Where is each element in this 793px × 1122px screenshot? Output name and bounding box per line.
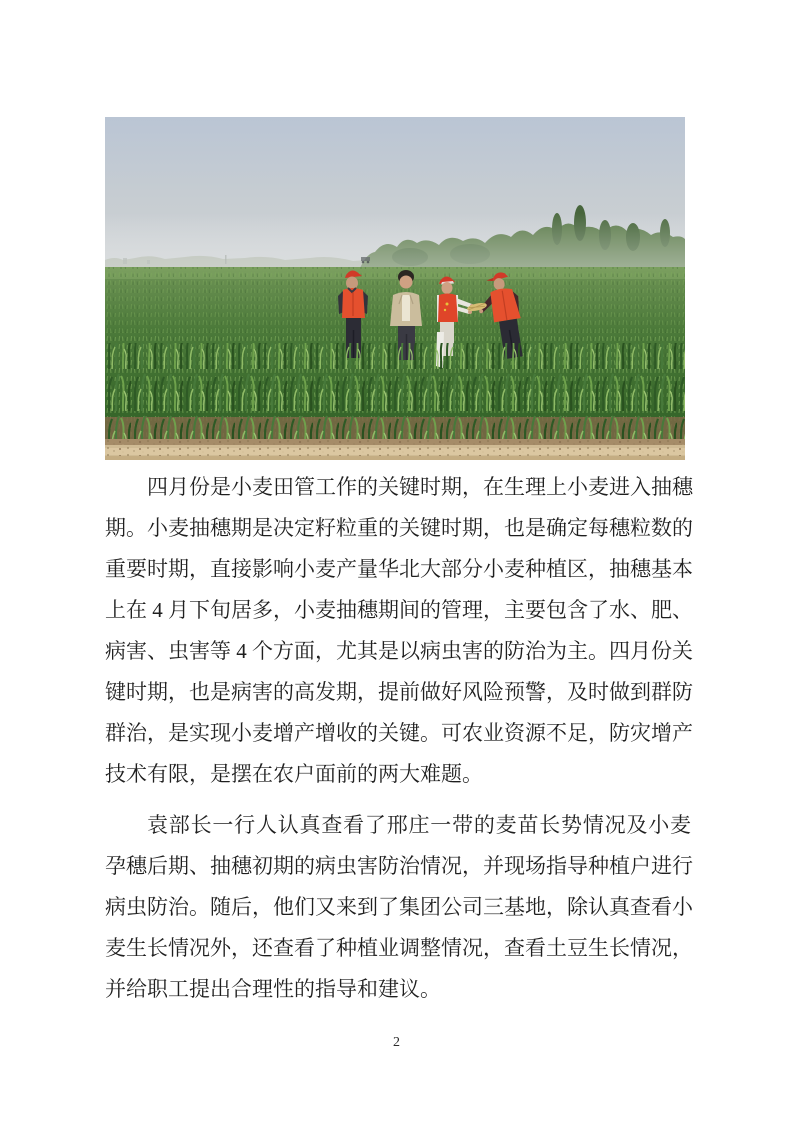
foreground-wheat (105, 343, 685, 447)
text-line: 重要时期，直接影响小麦产量华北大部分小麦种植区，抽穗基本 (105, 557, 693, 581)
text-line: 四月份是小麦田管工作的关键时期，在生理上小麦进入抽穗 (147, 475, 693, 499)
text-line: 病害、虫害等 4 个方面，尤其是以病虫害的防治为主。四月份关 (105, 639, 693, 663)
paragraph-wheat-management (105, 467, 691, 795)
page-number: 2 (393, 1035, 400, 1050)
text-line: 期。小麦抽穗期是决定籽粒重的关键时期，也是确定每穗粒数的 (105, 516, 693, 540)
wheat-field-illustration (105, 117, 685, 460)
text-line: 技术有限，是摆在农户面前的两大难题。 (105, 762, 483, 786)
text-line: 并给职工提出合理性的指导和建议。 (105, 977, 441, 1001)
text-line: 病虫防治。随后，他们又来到了集团公司三基地，除认真查看小 (105, 895, 693, 919)
horizon-haze (105, 213, 685, 271)
text-line: 袁部长一行人认真查看了邢庄一带的麦苗长势情况及小麦 (147, 813, 691, 837)
wheat-field-photo (105, 117, 685, 460)
text-line: 上在 4 月下旬居多，小麦抽穗期间的管理，主要包含了水、肥、 (105, 598, 693, 622)
text-line: 麦生长情况外，还查看了种植业调整情况，查看土豆生长情况， (105, 936, 693, 960)
text-line: 键时期，也是病害的高发期，提前做好风险预警，及时做到群防 (105, 680, 693, 704)
paragraph-field-inspection (105, 805, 691, 1010)
text-line: 群治，是实现小麦增产增收的关键。可农业资源不足，防灾增产 (105, 721, 693, 745)
dirt-path (105, 439, 685, 460)
text-line: 孕穗后期、抽穗初期的病虫害防治情况，并现场指导种植户进行 (105, 854, 693, 878)
